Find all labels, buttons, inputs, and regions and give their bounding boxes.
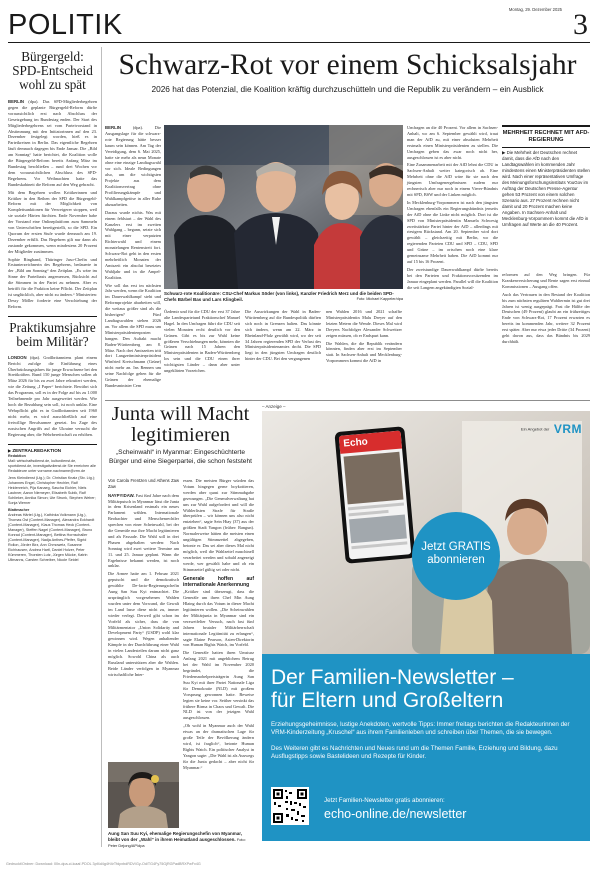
qr-code-icon[interactable] [271, 787, 309, 825]
coalition-photo [164, 125, 403, 289]
main-headline: Schwarz-Rot vor einem Schicksalsjahr [118, 49, 577, 81]
footer-line: Gedruckt/Ordner: Download: 00n-dpa-ci-lcaaf-PDOL 3pf4d4g4H4rTfdpxbdRDV/Gy-Od/TG4Fy75GjRGPadBRXPwFx4G [6, 862, 201, 866]
factbox: MEHRHEIT RECHNET MIT AFD-REGIERUNG ▶ Die Mehrheit der Deutschen rechnet damit, dass die AfD nach den Landtagswahlen im kommenden Jahr mindestens einen Ministerpräsidenten stellen wird. Nach einer repräsentativen Umfrage des Meinungsforschungsinstituts YouGov im Auftrag der Deutschen Presse-Agentur gehen 53 Prozent von einem solchen Szenario aus. 27 Prozent rechnen nicht damit und 20 Prozent machen keine Angaben. In Sachsen-Anhalt und Mecklenburg-Vorpommern kommt die AfD in Umfragen auf Werte an die 40 Prozent. [502, 125, 590, 269]
section-divider [105, 400, 590, 401]
main-col-2: Özdemir und für die CDU der erst 37 Jahre alte Landesparteiund Fraktionschef Manuel Hagel. In den Umfragen führt die CDU seit vielen Monaten recht deutlich vor den Grünen. Gibt es bis zur Wahl keine größeren Verschiebungen mehr, könnten die Grünen nach 15 Jahren den Ministerpräsidenten in Baden-Württemberg los sein und die CDU einen ihrer wichtigsten Länder – dann aber unter ungeklärten Vorzeichen. [164, 309, 240, 374]
promo-badge[interactable]: Jetzt GRATIS abonnieren [412, 512, 500, 600]
main-col-5: Umfragen an die 40 Prozent. Vor allem in Sachsen-Anhalt, wo am 6. September gewählt wird, traut man der AfD zu, mit einer absoluten Mehrheit erstmals einen Ministerpräsidenten zu stellen. Die Umfragen geben das zwar noch nicht her, ausgeschlossen ist es aber nicht. Eine Zusammenarbeit mit der AfD lehnt die CDU in Sachsen-Anhalt weiter kategorisch ab. Eine Mehrheit ohne die AfD wäre für sie nach den jüngsten Umfragenergebnissen zudem nur rechnerisch aber nur noch in einem Vierer-Bündnis mit SPD, BSW und der Linken möglich. In Mecklenburg-Vorpommern ist nach den jüngsten Umfragen ebenfalls ein Regierungsbündnis jenseits der AfD ohne die Linke nicht möglich. Dort ist die SPD von Ministerpräsidentin Manuela Schwesig zweitstärkste Partei hinter der AfD – allerdings mit riesigem Rückstand. Am 20. September wird dort gewählt – gleichzeitig mit Berlin, wo die regierenden Parteien CDU und SPD – CDU, SPD und Grüne – im ortschen noch eine klare gemeinsame Mehrheit haben. Die AfD kommt nur auf 15 bis 16 Prozent. Der zweistundige Dauerwahlkampf dürfte bereits bei den Parteien und Fraktionsvorsitzenden im Januar eingeplant werden. Parallel will die Koalition die seit Langem angekündigten Sozial- [407, 125, 498, 290]
myanmar-headline: Junta will Macht legitimieren [111, 403, 250, 446]
main-col-4: nen Wahlen 2016 und 2021 schaffte Ministerpräsidentin Malu Dreyer auf den letzten Metern die Wende. Dieses Mal wird Dreyers Nachfolger Alexander Schweitzer zeigen müssen, ob er Endspurt kann. Die Wahlen, die die Republik verändern könnten, finden aber erst im September statt. In Sachsen-Anhalt und Mecklenburg-Vorpommern kommt die AfD in [326, 309, 402, 364]
newsletter-headline: Der Familien-Newsletter – für Eltern und Großeltern [271, 666, 514, 712]
aung-san-suu-kyi-image [108, 762, 179, 828]
section-title: POLITIK [8, 9, 123, 41]
coalition-photo-caption: Schwarz-rote Koalitionäre: CSU-Chef Markus Söder (von links), Kanzler Friedrich Merz und die beiden SPD-Chefs Bärbel Bas und Lars Klingbeil. Foto: Michael Kappeler/dpa [164, 291, 403, 302]
newsletter-body-2: Des Weiteren gibt es Nachrichten und Neues rund um die Themen Familie, Erziehung und Bildung, dazu Ausflugstipps sowie Bastelideen und Rezepte für Kinder. [271, 745, 558, 760]
factbox-arrow-icon: ▶ [502, 150, 506, 156]
cta-text: Jetzt Familien-Newsletter gratis abonnieren: [324, 797, 445, 804]
ad-label: – Anzeige – [262, 404, 286, 409]
aung-san-suu-kyi-photo [108, 762, 179, 828]
tablet-mockup [334, 426, 415, 564]
date-line: Montag, 29. Dezember 2025 [508, 7, 562, 12]
militär-text: LONDON (dpa). Großbritanniens plant einem Bericht zufolge die Einführung eines Überbrückungsjahres für junge Erwachsene bei den Streitkräften. Rund 150 junge Menschen sollen ab März 2026 für bis zu zwei Jahre rekrutiert werden, wie die Zeitung „I Paper“ berichtete. Bewährt sich das Programm, soll es in der Folge auf bis zu 1.000 Teilnehmende pro Jahr ausgeweitet werden. Wie hoch die Bezahlung sein soll, ist noch unklar. Eine Wehrpflicht gibt es in Großbritannien seit 1960 nicht mehr, es wird ausschließlich auf eine freiwillige Berufsarmee gesetzt. Im Zuge des russischen Angriffs auf die Ukraine versucht die Regierung aber, die Wehrbereitschaft zu erhöhen. [8, 354, 98, 437]
militär-title: Praktikumsjahre beim Militär? [9, 319, 96, 349]
main-col-6: reformen auf den Weg bringen. Für Krankenversicherung und Rente sagen erst einmal Kommissionen – Ausgang offen. Auch das Vertrauen in den Bestand der Koalition bis zum nächsten regulären Wahltermin ist gut drei Jahren ist wenig ausgeprägt. Fast die Hälfte der Deutschen (49 Prozent) glaubt an ein frühzeitiges Ende von Schwarz-Rot, 17 Prozent erwarten es bereits im kommenden Jahr, weitere 32 Prozent erst später. Aber nur etwa jeder Dritte (34 Prozent) geht davon aus, dass das Bündnis bis 2029 durchhält. [502, 272, 590, 344]
vrm-logo: Ein Angebot der VRM [520, 421, 582, 436]
main-col-1: BERLIN (dpa). Die Ausgangslage für die schwarz-rote Regierung hätte besser kaum sein können. Am Tag der Vereidigung, dem 6. Mai 2025, hatte sie mehr als neun Monate ohne eine einzige Landtagswahl vor sich. Ideale Bedingungen also, um die wichtigsten Projekte aus dem Koalitionsvertrag ohne Profilierungskämpfe und Wahlkampfgetöse in aller Ruhe abzuarbeiten. Daraus wurde nichts. Was mit einem fehlstart – der Wahl des Kanzlers erst im zweiten Wahlgang – begann, setzte sich mit einer verpatzten Richterwahl und einem monatelangen Rentenstreit fort. Schwarz-Rot geht in den ersten mehrheitlich Monaten der Amtszeit ein absolut besetztes Wahljahr und in die Ampel-Koalition. Wie soll das erst im nächsten Jahr werden, wenn die Koalition im Dauerwahlkampf steht und Reformprojekte abarbeiten will, die weitaus größer sind als die bisherigen? Fünf Landtagswahlen stehen 2026 an. Vor allem die SPD muss um Ministerpräsidentenposten bangen. Den Auftakt macht Baden-Württemberg am 8. März. Nach drei Amtszeiten tritt dort Langzeitministerpräsident Winfried Kretschmann (Grüne) nicht mehr an. Ins Rennen um seine Nachfolge gehen für die Grünen der ehemalige Bundesminister Cem [105, 125, 162, 388]
page-number: 3 [573, 8, 588, 41]
newsletter-ad[interactable] [262, 411, 590, 841]
dateline: BERLIN [8, 99, 24, 104]
imprint: ▶ ZENTRALREDAKTION Redaktion Mail: wirtschaftsdienst.de, kulturdienst.de, sportdienst.de, investigativdienst.de Sie erreichen alle Redakteure unter vorname.nachname@vrm.de Jens Kleindienst (Ltg.); Dr. Christian Knatz (Stv. Ltg.); Johannes Engel, Christopher Hechler, Ralf Heidenreich, Pija Kanaeg, Sascha Eichler, Niels Laubner, Aaron Niemeyer, Elisabeth Subik, Ralf Schlieker, Annika Simon; Ute Strunk, Stephen Weber; Sonja Werner Blattmacher Andreas Härtel (Ltg.), Kathinka Volkmann (Ltg.), Thomas Ost (Content-Manager), Alexandra Eckhardt (Content-Manager), Klaus Thomas Heck (Content-Manager), Steffen Nagel (Content-Manager), Bruno Konrad (Content-Manager), Bettina Hornschaller (Content-Manager), Nadja Anthes-Pfeifer, Sigrid Rollon, Jörder Birz, Ann Chmowetz, Susanne Eichhausen, Andrea Hartl, Daniel Holzer, Peter Kümmeren, Thorsten Lutz, Jürgen Mücke, Katrin Ullmanns, Carsten Schreiber, Nicole Seidel [8, 448, 96, 563]
left-column-divider [101, 47, 102, 847]
newsletter-body-1: Erziehungsgeheimnisse, lustige Anekdoten, wertvolle Tipps: Immer freitags berichten die Redakteurinnen der VRM-Kinderzeitung „Kruschel“ aus ihrem Familienleben und schreiben über Themen, die sie bewegen. [271, 721, 570, 736]
main-subheadline: 2026 hat das Potenzial, die Koalition kräftig durchzuschütteln und die Republik zu verändern – ein Ausblick [151, 84, 544, 94]
myanmar-col-2: essen. Die meisten Bürger würden das Votum hingegen gerne boykottieren, werden aber quasi zur Stimmabgabe gezwungen. „Die Generalverwaltung hat uns zur Wahl aufgefordert und will die Wählerlisten Strafe für Straße überprüfen – wir können uns also nicht entziehen“, sagte Sein Htay (37) aus der größten Stadt Yangon (früher: Rangun). Normalerweise hätten die meisten einen ungültigen Stimmzettel abgegeben, betonte er. Das sei aber dieses Mal nicht möglich, weil die Wahlzettel maschinell verarbeitet werden und sobald angezeigt werde, wer gewählt habe und ob ein Stimmzettel gültig sei oder nicht. Generale hoffen auf internationale Anerkennung „Kritiker sind überzeugt, dass die Generäle um ihren Chef Min Aung Hlaing durch das Votum in dieser Macht legitimieren wollen. „Die Scheinwahlen der Militärjunta in Myanmar sind ein verzweifelter Versuch, nach fast fünf Jahren brutaler Militärherrschaft internationale Legitimität zu erlangen“, sagte Elaine Pearson, Asien-Direktorin von Human Rights Watch, im Vorfeld. Die Generäle hatten ihren Umsturz Anfang 2021 mit angeblichem Betrug bei der Wahl im November 2020 begründet, die Friedensnobelpreisträgerin Aung San Suu Kyi mit ihrer Partei Nationale Liga für Demokratie (NLD) mit großem Vorsprung gewonnen hatte. Beweise legten sie keine vor. Seither versinkt das frühere Birma in Chaos und Gewalt. Die NLD ist von der jetzigen Wahl ausgeschlossen. „Ob wohl in Myanmar auch der Wahl etwas an der dramatischen Lage für große Teile der Bevölkerung ändern wird, ist fraglich“, betonte Human Rights Watch. Ein politischer Analyst in Yangon sagte: „Die Wahl ist als Auswegs für die Junta gedacht – aber nicht für Myanmar.“ [183, 478, 254, 770]
left-column [8, 47, 97, 847]
main-col-3: Die Auswirkungen der Wahl in Baden-Württemberg auf die Bundespolitik dürften sich noch in Grenzen halten. Das könnte sich ändern, wenn am 22. März in Rheinland-Pfalz gewählt wird, wo der seit 34 Jahren regierenden SPD der Verlust des Ministerpräsidentenamtes droht. Die SPD liegt in den jüngsten Umfragen deutlich hinter der CDU. Bei den vergangenen [245, 309, 321, 362]
cta-link[interactable]: echo-online.de/newsletter [324, 807, 467, 821]
tablet-title: Echo [339, 431, 402, 454]
aung-san-suu-kyi-caption: Aung San Suu Kyi, ehemalige Regierungschefin von Myanmar, bleibt von der „Wahl“ in ihrem Heimatland ausgeschlossen. Foto: Peter Dejong/AP/dpa [108, 831, 246, 848]
myanmar-col-1: Von Carola Frentzen und Athens Zaw Zaw NAYPYIDAW. Fast fünf Jahre nach dem Militärputsch in Myanmar lässt die Junta in dem Krisenland erstmals ein neues Parlament wählen. Internationale Beobachter und Menschenrechtler sprechen von einer Scheinwahl, bei der die Generäle nur ihre Macht legitimieren und als Fassade. Die Wahl soll in drei Phasen abgehalten werden: Nach Sonntag wird zwei weitere Termine am 11. und 25. Januar geplant. Wann die Ergebnisse bekannt werden, ist noch unklar. Die Armee hatte am 1. Februar 2021 geputscht und die demokratisch gewählte De-facto-Regierungschefin Aung San Suu Kyi entmachtet. Die ursprünglich vorgesehenen Wahlen wurden unter dem Vorwand, die Gewalt im Land lasse diese nicht zu, immer wieder verlegt. Derweil gibt schon im Vorfeld als sicher, dass die von Militärmentator „Union Solidarity and Development Party“ (USDP) wohl klar gewinnen wird. Wegen anhaltender Kämpfe in der Durchführung einer Wahl in vielen Landesteilen darum nicht ganz möglich. Sowohl China als auch Russland unterstützen aber die Wahlen. Beide Länder verfolgen in Myanmar wirtschaftliche Inter- [108, 478, 179, 677]
factbox-title: MEHRHEIT RECHNET MIT AFD-REGIERUNG [502, 129, 590, 143]
header-rule [8, 42, 590, 43]
masthead [8, 4, 590, 44]
bürgergeld-title: Bürgergeld: SPD-Entscheid wohl zu spät [12, 49, 93, 92]
coalition-photo-image [164, 125, 403, 289]
myanmar-subheadline: „Scheinwahl“ in Myanmar: Eingeschüchterte Bürger und eine Siegerpartei, die schon feststeht [109, 449, 252, 465]
newsletter-info-panel [262, 654, 590, 841]
bürgergeld-text: BERLIN (dpa). Das SPD-Mitgliederbegehren gegen die geplante Bürgergeld-Reform dürfte voraussichtlich erst nach Abschluss der Gesetzgebung im Bundestag enden. Der Start des Mitgliederbegehrens sei vom Parteivorstand in Abstimmung mit den Initiatorinnen auf den 23. Dezember festgelegt worden, hieß es in Parteikreisen in Berlin. Das eigentliche Begehren läuft demnach dagegen bis Ende Januar. Die „Bild am Sonntag“ hatte berichtet, die Koalition wolle die Bürgergeld-Reform bereits Anfang März im Bundestag beschließen – rund drei Wochen vor dem voraussichtlichen Abschluss des SPD-Begehrens. Vor Weihnachten hatte das Bundeskabinett die Reform auf den Weg gebracht. Mit dem Begehren wollen Kritikerinnen und Kritiker in den Reihen der SPD die Bürgergeld-Reform mit der Möglichkeit von Komplettsanktionen für Verweigerer stoppen, weil sie soziale Härten fürchten. Ende November habe der Vorstand eine Onlineplattform zum Sammeln von Unterschriften bereitgestellt, so die SPD. Ein Quorum der ersten Stufe wurde demnach am 19. Dezember erfüllt. Das Begehren gilt nur dann als zustande gekommen, wenn mindestens 20 Prozent der Mitglieder zustimmen. Sophie Ringhand, Thüringer Juso-Chefin und Erstunterzeichnerin des Begehrens, bedauerte in der „Bild am Sonntag“ den Zeitplan. „Es wäre im Sinne der Parteibasis angemessen, Rücksicht auf die Stimmen in der Partei zu nehmen. Aber es betrifft für die Fraktion keine Pflicht. Der Zeitplan ist unglücklich, aber nicht zu ändern.“ Ministerien: Dessy Möller forderte eine Verschiebung der Reform. [8, 99, 97, 309]
